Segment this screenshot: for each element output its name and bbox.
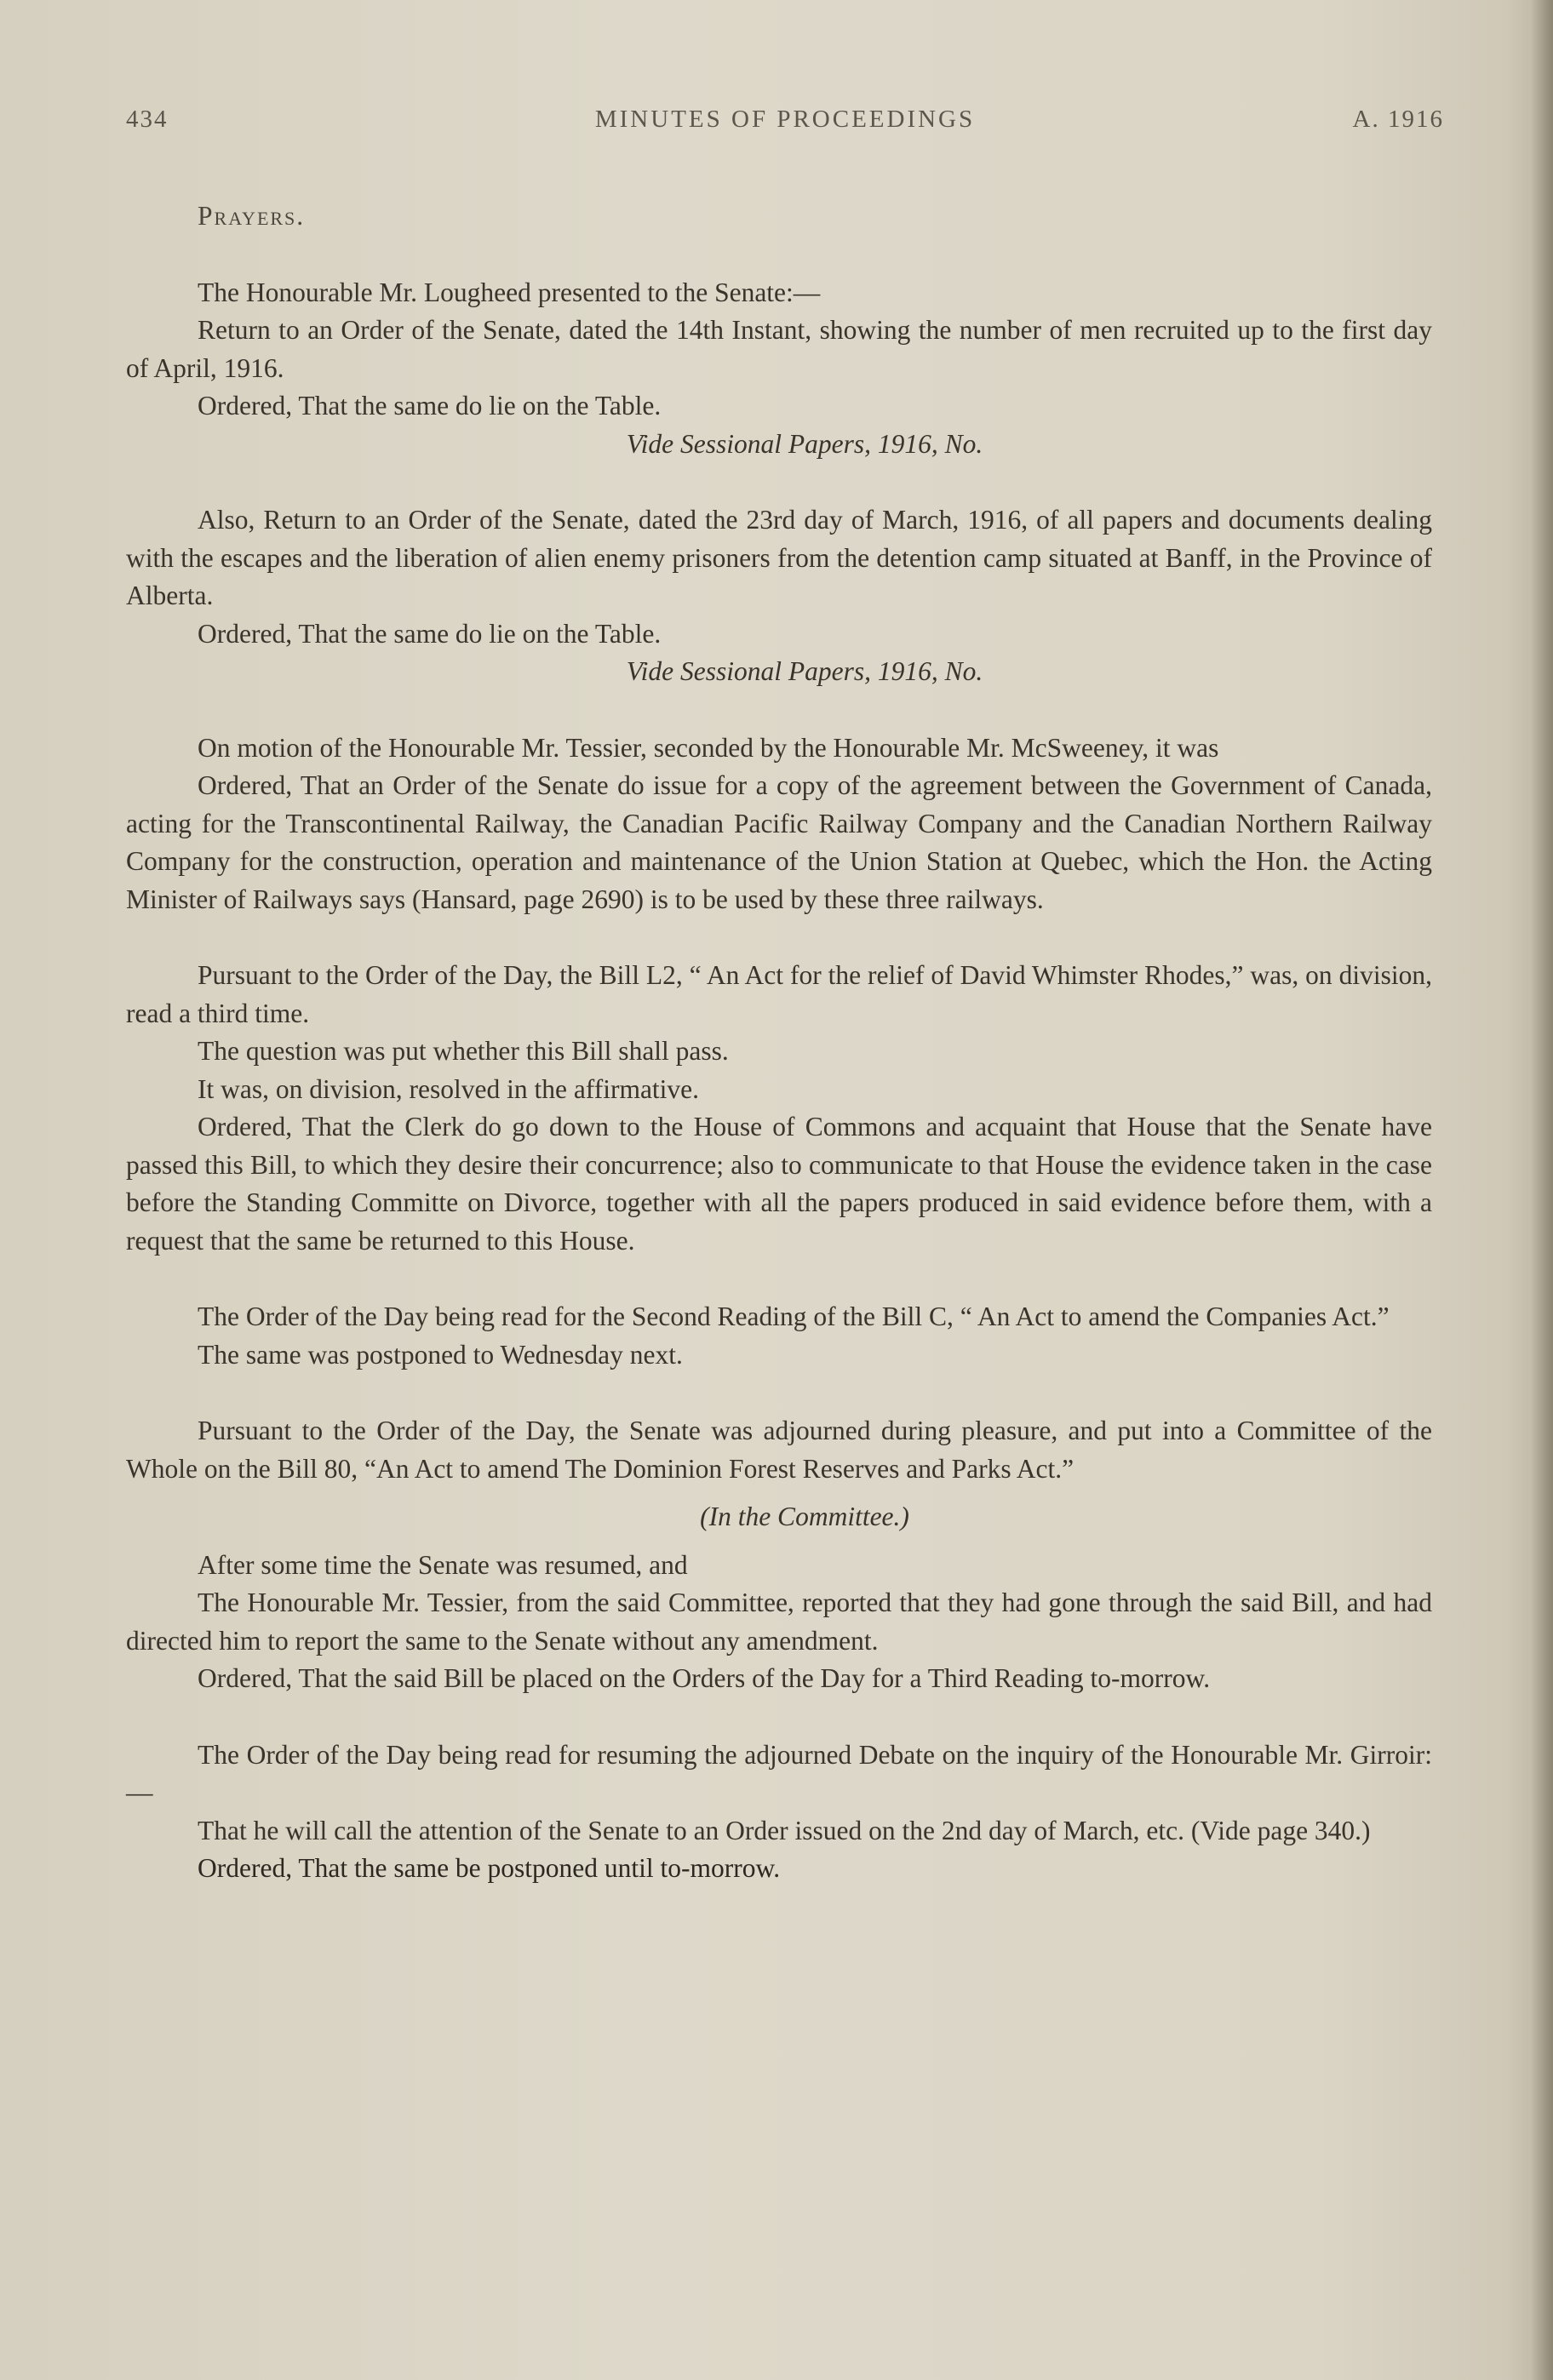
page-header — [126, 106, 1444, 140]
running-title: MINUTES OF PROCEEDINGS — [594, 106, 976, 133]
paragraph-ordered-table-2: Ordered, That the same do lie on the Table. — [198, 618, 662, 649]
paragraph-senate-resumed: After some time the Senate was resumed, and — [198, 1549, 688, 1580]
paragraph-motion-tessier: On motion of the Honourable Mr. Tessier, seconded by the Honourable Mr. McSweeney, it was — [198, 732, 1219, 763]
paragraph-ordered-clerk: Ordered, That the Clerk do go down to the House of Commons and acquaint that House that the Senate have passed this Bill, to which they desire their concurrence; also to communicate to that House the evidence taken in the case before the Standing Committe on Divorce, together with all the papers produced in said evidence before them, with a request that the same be returned to this House. — [126, 1112, 1432, 1256]
header-year: A. 1916 — [1352, 106, 1444, 133]
page-number: 434 — [126, 106, 169, 133]
paragraph-resolved: It was, on division, resolved in the affirmative. — [198, 1073, 700, 1104]
paragraph-ordered-union-station: Ordered, That an Order of the Senate do issue for a copy of the agreement between the Government of Canada, acting for the Transcontinental Railway, the Canadian Pacific Railway Company and the Canadian Northern Railway Company for the construction, operation and maintenance of the Union Station at Quebec, which the Hon. the Acting Minister of Railways says (Hansard, page 2690) is to be used by these three railways. — [126, 770, 1432, 914]
paragraph-girroir-inquiry: That he will call the attention of the Senate to an Order issued on the 2nd day of March, etc. (Vide page 340.) — [198, 1815, 1371, 1845]
paragraph-adjourned-debate: The Order of the Day being read for resuming the adjourned Debate on the inquiry of the Honourable Mr. Girroir:— — [126, 1739, 1432, 1807]
paragraph-third-reading: Ordered, That the said Bill be placed on the Orders of the Day for a Third Reading to-morrow. — [198, 1663, 1211, 1693]
paragraph-postponed-wednesday: The same was postponed to Wednesday next. — [198, 1339, 683, 1370]
vide-sessional-papers-2: Vide Sessional Papers, 1916, No. — [626, 656, 983, 686]
paragraph-return-banff: Also, Return to an Order of the Senate, dated the 23rd day of March, 1916, of all papers and documents dealing with the escapes and the liberation of alien enemy prisoners from the detention camp situated at Banff, in the Province of Alberta. — [126, 505, 1432, 610]
paragraph-bill-80: Pursuant to the Order of the Day, the Senate was adjourned during pleasure, and put into a Committee of the Whole on the Bill 80, “An Act to amend The Dominion Forest Reserves and Parks Act.” — [126, 1416, 1432, 1484]
page-spine-shadow — [1531, 0, 1553, 2380]
paragraph-bill-l2: Pursuant to the Order of the Day, the Bill L2, “ An Act for the relief of David Whimster Rhodes,” was, on division, read a third time. — [126, 960, 1432, 1028]
paragraph-question-put: The question was put whether this Bill shall pass. — [198, 1036, 729, 1066]
vide-sessional-papers-1: Vide Sessional Papers, 1916, No. — [626, 428, 983, 459]
paragraph-ordered-table-1: Ordered, That the same do lie on the Table. — [198, 391, 662, 421]
paragraph-committee-report: The Honourable Mr. Tessier, from the said Committee, reported that they had gone through the said Bill, and had directed him to report the same to the Senate without any amendment. — [126, 1588, 1432, 1656]
in-committee-heading: (In the Committee.) — [700, 1502, 909, 1531]
paragraph-postponed-tomorrow: Ordered, That the same be postponed until to-morrow. — [198, 1853, 781, 1883]
paragraph-bill-c: The Order of the Day being read for the Second Reading of the Bill C, “ An Act to amend the Companies Act.” — [198, 1302, 1390, 1331]
prayers-heading: Prayers. — [198, 201, 306, 231]
page-body — [126, 197, 1432, 1888]
paragraph-presented: The Honourable Mr. Lougheed presented to the Senate:— — [198, 277, 821, 307]
paragraph-return-recruited: Return to an Order of the Senate, dated the 14th Instant, showing the number of men recruited up to the first day of April, 1916. — [126, 315, 1432, 383]
